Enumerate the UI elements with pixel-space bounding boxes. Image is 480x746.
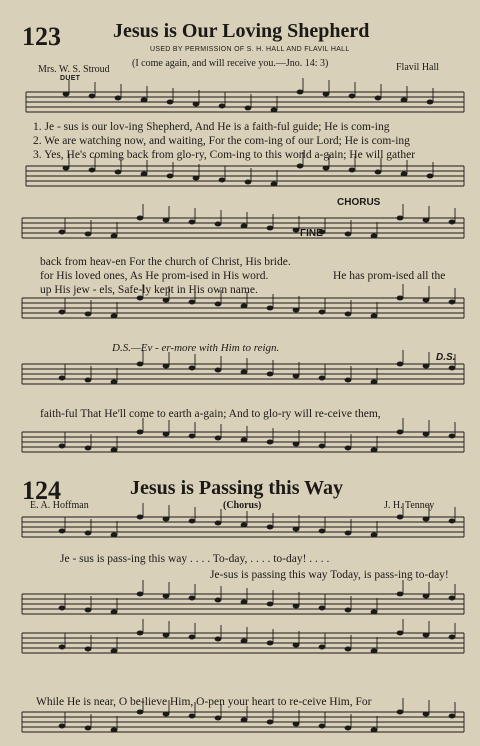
note-head (241, 438, 248, 443)
note-head (293, 604, 300, 609)
note-head (111, 314, 118, 319)
note-head (137, 631, 144, 636)
hymn-number-124: 124 (22, 476, 61, 505)
note-head (85, 647, 92, 652)
note-head (189, 300, 196, 305)
note-head (111, 448, 118, 453)
note-head (193, 176, 200, 181)
note-head (63, 166, 70, 171)
note-head (59, 724, 66, 729)
note-head (241, 224, 248, 229)
note-head (111, 533, 118, 538)
note-head (423, 364, 430, 369)
note-head (85, 232, 92, 237)
note-head (349, 168, 356, 173)
note-head (215, 222, 222, 227)
note-head (423, 712, 430, 717)
chorus-line-1-alt: Je-sus is passing this way Today, is pass-ing to-day! (210, 569, 449, 581)
note-head (397, 216, 404, 221)
note-head (137, 216, 144, 221)
note-head (141, 172, 148, 177)
note-head (63, 92, 70, 97)
system2-line-2: for His loved ones, As He prom-ised in His word. (40, 270, 269, 282)
note-head (189, 635, 196, 640)
note-head (189, 519, 196, 524)
note-head (449, 300, 456, 305)
note-head (397, 515, 404, 520)
note-head (137, 592, 144, 597)
note-head (137, 710, 144, 715)
note-head (371, 610, 378, 615)
system2-line-3: up His jew - els, Safe-ly kept in His own name. (40, 284, 258, 296)
system2-line-1: back from heav-en For the church of Christ, His bride. (40, 256, 291, 268)
note-head (427, 100, 434, 105)
note-head (241, 523, 248, 528)
note-head (423, 218, 430, 223)
note-head (449, 366, 456, 371)
note-head (397, 631, 404, 636)
section-label: (Chorus) (223, 500, 262, 511)
composer-credit: Flavil Hall (396, 62, 440, 73)
note-head (267, 602, 274, 607)
note-head (115, 170, 122, 175)
note-head (423, 432, 430, 437)
note-head (449, 519, 456, 524)
note-head (111, 234, 118, 239)
note-head (371, 728, 378, 733)
note-head (137, 362, 144, 367)
note-head (215, 302, 222, 307)
note-head (167, 174, 174, 179)
note-head (167, 100, 174, 105)
permission-note: USED BY PERMISSION OF S. H. HALL AND FLAVIL HALL (150, 46, 350, 53)
ds-marker: D.S. (436, 352, 456, 363)
note-head (319, 724, 326, 729)
ds-instruction: D.S.—Ev - er-more with Him to reign. (112, 342, 280, 354)
note-head (345, 312, 352, 317)
note-head (371, 533, 378, 538)
verse-line-1: 1. Je - sus is our lov-ing Shepherd, And He is a faith-ful guide; He is com-ing (33, 121, 390, 133)
note-head (345, 378, 352, 383)
hymn-title: Jesus is Our Loving Shepherd (113, 20, 370, 42)
note-head (271, 108, 278, 113)
note-head (293, 374, 300, 379)
note-head (59, 444, 66, 449)
note-head (427, 174, 434, 179)
note-head (111, 649, 118, 654)
composer-credit-124: J. H. Tenney (384, 500, 435, 511)
note-head (267, 372, 274, 377)
note-head (345, 531, 352, 536)
chorus-line-2: While He is near, O be-lieve Him, O-pen your heart to re-ceive Him, For (36, 696, 372, 708)
note-head (449, 596, 456, 601)
note-head (59, 376, 66, 381)
note-head (137, 430, 144, 435)
note-head (345, 647, 352, 652)
note-head (293, 643, 300, 648)
note-head (137, 296, 144, 301)
note-head (371, 314, 378, 319)
note-head (163, 712, 170, 717)
note-head (293, 722, 300, 727)
note-head (137, 515, 144, 520)
note-head (215, 521, 222, 526)
note-head (59, 230, 66, 235)
note-head (397, 296, 404, 301)
chorus-start-line: He has prom-ised all the (333, 270, 446, 282)
note-head (189, 434, 196, 439)
note-head (141, 98, 148, 103)
note-head (163, 517, 170, 522)
note-head (401, 98, 408, 103)
note-head (401, 172, 408, 177)
note-head (371, 234, 378, 239)
author-credit: Mrs. W. S. Stroud (38, 64, 110, 75)
note-head (215, 716, 222, 721)
note-head (215, 368, 222, 373)
note-head (189, 714, 196, 719)
note-head (293, 308, 300, 313)
author-credit-124: E. A. Hoffman (30, 500, 89, 511)
note-head (319, 444, 326, 449)
note-head (319, 645, 326, 650)
note-head (85, 312, 92, 317)
note-head (371, 649, 378, 654)
note-head (371, 380, 378, 385)
note-head (349, 94, 356, 99)
note-head (241, 718, 248, 723)
note-head (267, 641, 274, 646)
verse-line-2: 2. We are watching now, and waiting, For the com-ing of our Lord; He is com-ing (33, 135, 410, 147)
note-head (241, 370, 248, 375)
note-head (85, 378, 92, 383)
note-head (297, 90, 304, 95)
note-head (323, 166, 330, 171)
note-head (189, 366, 196, 371)
note-head (59, 310, 66, 315)
note-head (397, 592, 404, 597)
note-head (323, 92, 330, 97)
chorus-line-1: Je - sus is pass-ing this way . . . . To-day, . . . . to-day! . . . . (60, 553, 330, 565)
note-head (293, 527, 300, 532)
hymn-title-124: Jesus is Passing this Way (130, 477, 344, 499)
note-head (245, 106, 252, 111)
note-head (423, 594, 430, 599)
note-head (375, 170, 382, 175)
note-head (267, 440, 274, 445)
note-head (449, 220, 456, 225)
note-head (85, 726, 92, 731)
note-head (189, 220, 196, 225)
note-head (423, 298, 430, 303)
duet-label: DUET (60, 75, 81, 82)
note-head (89, 168, 96, 173)
note-head (345, 608, 352, 613)
note-head (371, 448, 378, 453)
note-head (111, 380, 118, 385)
note-head (241, 600, 248, 605)
note-head (297, 164, 304, 169)
verse-line-3: 3. Yes, He's coming back from glo-ry, Com-ing to this world a-gain; He will gather (33, 149, 416, 161)
note-head (85, 608, 92, 613)
note-head (267, 226, 274, 231)
note-head (241, 304, 248, 309)
note-head (397, 430, 404, 435)
chorus-marker: CHORUS (337, 197, 381, 208)
note-head (449, 635, 456, 640)
note-head (163, 298, 170, 303)
note-head (319, 376, 326, 381)
note-head (85, 446, 92, 451)
note-head (241, 639, 248, 644)
scripture-reference: (I come again, and will receive you.—Jno. 14: 3) (132, 58, 329, 69)
note-head (163, 218, 170, 223)
note-head (423, 517, 430, 522)
note-head (345, 446, 352, 451)
note-head (449, 434, 456, 439)
note-head (215, 637, 222, 642)
note-head (219, 178, 226, 183)
note-head (189, 596, 196, 601)
note-head (271, 182, 278, 187)
note-head (423, 633, 430, 638)
hymn-number: 123 (22, 22, 61, 51)
note-head (215, 598, 222, 603)
system3-line: faith-ful That He'll come to earth a-gain; And to glo-ry will re-ceive them, (40, 408, 381, 420)
note-head (267, 306, 274, 311)
note-head (319, 310, 326, 315)
note-head (345, 232, 352, 237)
note-head (85, 531, 92, 536)
note-head (111, 610, 118, 615)
note-head (319, 529, 326, 534)
note-head (193, 102, 200, 107)
note-head (111, 728, 118, 733)
fine-marker: FINE (300, 228, 323, 239)
note-head (163, 594, 170, 599)
note-head (449, 714, 456, 719)
note-head (219, 104, 226, 109)
note-head (215, 436, 222, 441)
note-head (59, 645, 66, 650)
note-head (293, 442, 300, 447)
note-head (89, 94, 96, 99)
note-head (267, 525, 274, 530)
note-head (163, 633, 170, 638)
note-head (59, 529, 66, 534)
note-head (397, 710, 404, 715)
note-head (115, 96, 122, 101)
note-head (245, 180, 252, 185)
note-head (163, 432, 170, 437)
note-head (375, 96, 382, 101)
note-head (267, 720, 274, 725)
note-head (345, 726, 352, 731)
note-head (293, 228, 300, 233)
note-head (163, 364, 170, 369)
note-head (319, 606, 326, 611)
note-head (397, 362, 404, 367)
note-head (59, 606, 66, 611)
